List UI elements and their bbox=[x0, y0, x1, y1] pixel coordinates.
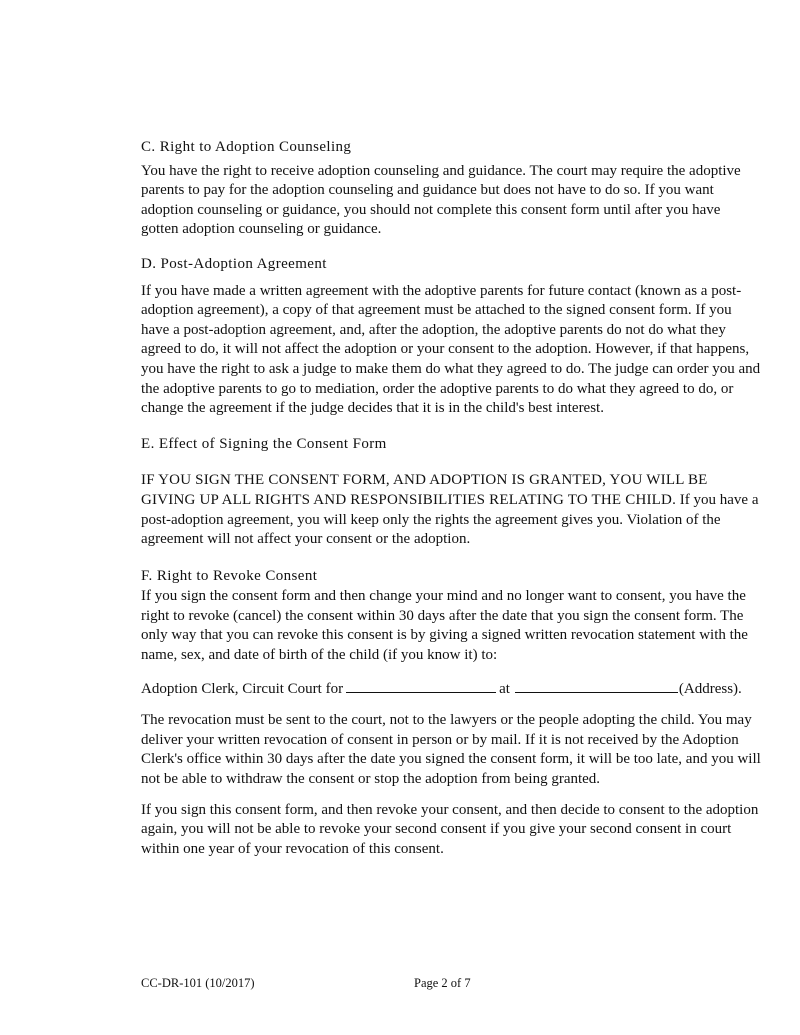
section-heading: C. Right to Adoption Counseling bbox=[141, 139, 352, 155]
page-content bbox=[141, 138, 761, 859]
clerk-address-line bbox=[141, 678, 761, 700]
section-heading: E. Effect of Signing the Consent Form bbox=[141, 435, 387, 452]
section-heading: F. Right to Revoke Consent bbox=[141, 567, 318, 584]
warning-text: IF YOU SIGN THE CONSENT FORM, AND ADOPTION IS GRANTED, YOU WILL BE GIVING UP ALL RIGHTS AND RESPONSIBILITIES RELATING TO THE CHILD. bbox=[141, 472, 708, 508]
section-body-rest: If you have a post-adoption agreement, you will keep only the rights the agreement gives you. Violation of the agreement will not affect your consent or the adoption. bbox=[141, 491, 759, 548]
section-right-to-counseling bbox=[141, 138, 761, 240]
address-blank-field[interactable] bbox=[515, 678, 678, 693]
county-blank-field[interactable] bbox=[346, 678, 496, 693]
section-body: If you sign the consent form and then change your mind and no longer want to consent, you have the right to revoke (cancel) the consent within 30 days after the date that you sign the consent form. The only way that you can revoke this consent is by giving a signed written revocation statement with the name, sex, and date of birth of the child (if you know it) to: bbox=[141, 588, 748, 664]
section-body bbox=[141, 471, 761, 549]
section-heading: D. Post-Adoption Agreement bbox=[141, 255, 327, 272]
address-suffix: (Address). bbox=[678, 680, 742, 697]
section-body: You have the right to receive adoption counseling and guidance. The court may require the adoptive parents to pay for the adoption counseling and guidance but does not have to do so. If you want adoption counseling or guidance, you should not complete this consent form until after you have gotten adoption counseling or guidance. bbox=[141, 162, 741, 238]
form-id: CC-DR-101 (10/2017) bbox=[141, 976, 255, 990]
address-prefix: Adoption Clerk, Circuit Court for bbox=[141, 680, 344, 697]
second-consent-paragraph: If you sign this consent form, and then revoke your consent, and then decide to consent to the adoption again, you will not be able to revoke your second consent if you give your second consent in court within one year of your revocation of this consent. bbox=[141, 801, 759, 857]
section-post-adoption-agreement bbox=[141, 255, 761, 419]
section-right-to-revoke bbox=[141, 567, 761, 860]
section-effect-of-signing bbox=[141, 435, 761, 550]
page-number: Page 2 of 7 bbox=[414, 976, 471, 990]
revocation-delivery-paragraph: The revocation must be sent to the court, not to the lawyers or the people adopting the child. You may deliver your written revocation of consent in person or by mail. If it is not received by the Adoption Clerk's office within 30 days after the date you signed the consent form, it will be too late, and you will not be able to withdraw the consent or stop the adoption from being granted. bbox=[141, 712, 761, 788]
address-at: at bbox=[499, 680, 510, 697]
section-body: If you have made a written agreement with the adoptive parents for future contact (known as a post-adoption agreement), a copy of that agreement must be attached to the signed consent form. If you have a post-adoption agreement, and, after the adoption, the adoptive parents do not do what they agreed to do, it will not affect the adoption or your consent to the adoption. However, if that happens, you have the right to ask a judge to make them do what they agreed to do. The judge can order you and the adoptive parents to go to mediation, order the adoptive parents to do what they agreed to do, or change the agreement if the judge decides that it is in the child's best interest. bbox=[141, 282, 761, 417]
